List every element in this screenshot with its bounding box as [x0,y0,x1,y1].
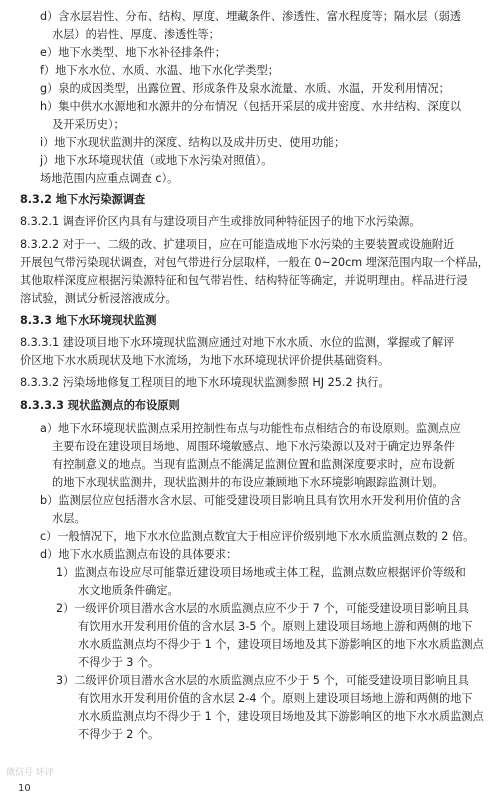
sub-item-2-line4: 不得少于 3 个。 [78,656,160,669]
list-item-a-line2: 主要布设在建设项目场地、周围环境敏感点、地下水污染源以及对于确定边界条件 [52,440,455,453]
list-item-h-cont: 及开采历史）； [52,118,125,131]
section-heading-8333: 8.3.3.3 现状监测点的布设原则 [20,399,180,412]
clause-8331-line2: 价区地下水水质现状及地下水流场，为地下水环境现状评价提供基础资料。 [20,354,390,367]
clause-8322-line3: 其他取样深度应根据污染源特征和包气带岩性、结构特征等确定，并说明理由。样品进行浸 [20,274,468,287]
clause-8322-line1: 8.3.2.2 对于一、二级的改、扩建项目，应在可能造成地下水污染的主要装置或设施附近 [20,238,455,251]
sub-item-2-line3: 水水质监测点均不得少于 1 个，建设项目场地及其下游影响区的地下水水质监测点 [78,638,484,651]
watermark: 微信号 环评 [6,768,54,778]
page-number: 10 [18,783,31,794]
sub-item-3-line3: 水水质监测点均不得少于 1 个，建设项目场地及其下游影响区的地下水水质监测点 [78,710,484,723]
list-item-a-line3: 有控制意义的地点。当现有监测点不能满足监测位置和监测深度要求时，应布设新 [52,458,455,471]
list-item-d-req: d）地下水水质监测点布设的具体要求： [40,548,238,561]
list-item-h: h）集中供水水源地和水源井的分布情况（包括开采层的成井密度、水井结构、深度以 [40,100,462,113]
list-item-b-line2: 水层。 [52,512,86,525]
sub-item-3-line1: 3）二级评价项目潜水含水层的水质监测点应不少于 5 个，可能受建设项目影响且具 [56,674,469,687]
clause-8322-line2: 开展包气带污染现状调查，对包气带进行分层取样，一般在 0~20cm 埋深范围内取一个样品， [20,256,489,269]
clause-8331-line1: 8.3.3.1 建设项目地下水环境现状监测应通过对地下水水质、水位的监测，掌握或了解评 [20,336,455,349]
section-heading-833: 8.3.3 地下水环境现状监测 [20,314,157,327]
sub-item-3-line2: 有饮用水开发利用价值的含水层 2-4 个。原则上建设项目场地上游和两侧的地下 [78,692,473,705]
sub-item-1-line2: 水文地质条件确定。 [78,584,179,597]
list-item-d-cont: 水层）的岩性、厚度、渗透性等； [52,28,220,41]
sub-item-1-line1: 1）监测点布设应尽可能靠近建设项目场地或主体工程，监测点数应根据评价等级和 [56,566,466,579]
section-heading-832: 8.3.2 地下水污染源调查 [20,193,146,206]
list-item-d: d）含水层岩性、分布、结构、厚度、埋藏条件、渗透性、富水程度等；隔水层（弱透 [40,10,462,23]
list-item-b-line1: b）监测层位应包括潜水含水层、可能受建设项目影响且具有饮用水开发利用价值的含 [40,494,462,507]
sub-item-2-line2: 有饮用水开发利用价值的含水层 3-5 个。原则上建设项目场地上游和两侧的地下 [78,620,473,633]
clause-8321: 8.3.2.1 调查评价区内具有与建设项目产生或排放同种特征因子的地下水污染源。 [20,215,421,228]
list-item-a-line1: a）地下水环境现状监测点采用控制性布点与功能性布点相结合的布设原则。监测点应 [40,422,461,435]
sub-item-3-line4: 不得少于 2 个。 [78,728,160,741]
list-item-f: f）地下水水位、水质、水温、地下水化学类型； [40,64,279,77]
list-item-c: c）一般情况下，地下水水位监测点数宜大于相应评价级别地下水水质监测点数的 2 倍。 [40,530,475,543]
list-item-g: g）泉的成因类型，出露位置、形成条件及泉水流量、水质、水温，开发利用情况； [40,82,450,95]
list-item-a-line4: 的地下水现状监测井，现状监测井的布设应兼顾地下水环境影响跟踪监测计划。 [52,476,444,489]
list-item-i: i）地下水现状监测井的深度、结构以及成井历史、使用功能； [40,136,346,149]
sub-item-2-line1: 2）一级评价项目潜水含水层的水质监测点应不少于 7 个，可能受建设项目影响且具 [56,602,469,615]
list-item-e: e）地下水类型、地下水补径排条件； [40,46,226,59]
clause-8322-line4: 溶试验，测试分析浸溶液成分。 [20,292,177,305]
site-note: 场地范围内应重点调查 c）。 [40,172,179,185]
list-item-j: j）地下水环境现状值（或地下水污染对照值）。 [40,154,273,167]
clause-8332: 8.3.3.2 污染场地修复工程项目的地下水环境现状监测参照 HJ 25.2 执行。 [20,376,390,389]
